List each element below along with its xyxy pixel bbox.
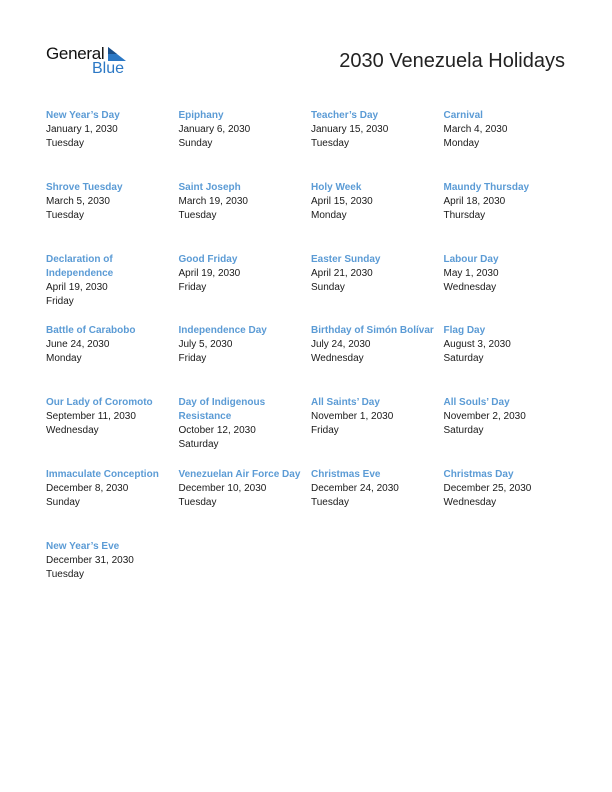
holiday-weekday: Wednesday (46, 425, 99, 437)
holiday-date: August 3, 2030 (443, 339, 511, 351)
holiday-name: All Saints’ Day (311, 397, 380, 409)
holiday-name: Good Friday (178, 253, 238, 265)
holiday-weekday: Sunday (311, 281, 345, 293)
holiday-name: Easter Sunday (311, 253, 381, 265)
holiday-name: Teacher’s Day (311, 110, 379, 121)
holiday-entry (311, 468, 444, 540)
holiday-date: January 15, 2030 (311, 124, 389, 135)
holiday-name: Christmas Eve (311, 468, 381, 480)
holiday-entry (46, 109, 179, 181)
holiday-weekday: Sunday (46, 496, 80, 508)
holiday-entry (444, 253, 577, 325)
holiday-weekday: Tuesday (311, 138, 349, 149)
holiday-weekday: Tuesday (178, 209, 217, 221)
holiday-entry (444, 181, 577, 253)
holiday-entry (311, 396, 444, 468)
holiday-weekday: Saturday (443, 353, 484, 365)
holiday-weekday: Thursday (443, 209, 486, 221)
holiday-date: April 15, 2030 (311, 195, 373, 207)
holiday-weekday: Tuesday (46, 138, 84, 149)
holiday-name: New Year’s Eve (46, 540, 120, 552)
holiday-entry (311, 324, 444, 396)
holiday-entry (46, 324, 179, 396)
holiday-entry (179, 109, 312, 181)
holiday-date: March 4, 2030 (443, 124, 508, 135)
holiday-date: September 11, 2030 (46, 411, 136, 423)
holiday-date: December 10, 2030 (178, 482, 267, 494)
holiday-entry (179, 181, 312, 253)
holiday-name: Labour Day (443, 253, 499, 265)
holiday-name: Holy Week (311, 181, 362, 193)
holiday-date: July 24, 2030 (311, 339, 371, 351)
holiday-name: Flag Day (443, 325, 486, 337)
holiday-date: January 1, 2030 (46, 124, 118, 135)
holiday-entry (46, 540, 179, 612)
holiday-weekday: Tuesday (311, 496, 349, 508)
holiday-name: Saint Joseph (178, 181, 241, 193)
holiday-name: Declaration of Independence (46, 253, 114, 279)
holiday-name: Maundy Thursday (443, 181, 530, 193)
holiday-date: November 2, 2030 (443, 411, 526, 423)
holiday-weekday: Wednesday (311, 353, 364, 365)
holiday-date: March 19, 2030 (178, 195, 248, 207)
holiday-weekday: Friday (46, 295, 74, 307)
holiday-date: May 1, 2030 (443, 267, 499, 279)
holiday-weekday: Monday (311, 209, 347, 221)
holiday-entry (444, 109, 577, 181)
holiday-entry (311, 253, 444, 325)
holiday-weekday: Sunday (178, 138, 213, 149)
holiday-name: Our Lady of Coromoto (46, 397, 153, 409)
holiday-date: December 31, 2030 (46, 554, 134, 566)
generalblue-logo (46, 44, 136, 80)
holiday-date: April 18, 2030 (443, 195, 506, 207)
holiday-date: December 24, 2030 (311, 482, 399, 494)
holiday-weekday: Wednesday (443, 496, 497, 508)
holiday-entry (46, 253, 179, 325)
holiday-entry (311, 181, 444, 253)
holiday-weekday: Friday (178, 281, 207, 293)
holiday-name: Birthday of Simón Bolívar (311, 325, 434, 337)
holiday-date: April 19, 2030 (46, 281, 108, 293)
holiday-grid (46, 109, 576, 612)
holiday-entry (444, 396, 577, 468)
holiday-weekday: Tuesday (46, 568, 84, 580)
holiday-entry (444, 324, 577, 396)
holiday-weekday: Friday (178, 353, 207, 365)
holiday-name: Independence Day (178, 325, 267, 337)
page-title: 2030 Venezuela Holidays (339, 50, 565, 72)
holiday-name: Carnival (443, 110, 483, 121)
logo-text-general: General (46, 44, 105, 63)
holiday-entry (311, 109, 444, 181)
holiday-name: Immaculate Conception (46, 468, 159, 480)
holiday-date: April 21, 2030 (311, 267, 373, 279)
holiday-date: December 25, 2030 (443, 482, 532, 494)
holiday-weekday: Monday (443, 138, 480, 149)
holiday-name: Day of Indigenous Resistance (178, 397, 266, 423)
holiday-entry (179, 253, 312, 325)
holiday-weekday: Wednesday (443, 281, 497, 293)
holiday-name: Shrove Tuesday (46, 181, 123, 193)
holiday-weekday: Saturday (178, 439, 219, 451)
holiday-date: November 1, 2030 (311, 411, 394, 423)
holiday-name: Battle of Carabobo (46, 325, 136, 337)
holiday-name: Venezuelan Air Force Day (178, 468, 301, 480)
logo-text-blue: Blue (92, 60, 125, 77)
holiday-entry (179, 324, 312, 396)
holiday-date: April 19, 2030 (178, 267, 241, 279)
holiday-date: December 8, 2030 (46, 482, 129, 494)
holiday-entry (46, 468, 179, 540)
holiday-name: New Year’s Day (46, 110, 120, 121)
holiday-weekday: Monday (46, 353, 82, 365)
holiday-entry (444, 468, 577, 540)
holiday-date: June 24, 2030 (46, 339, 110, 351)
logo-flag-icon (108, 47, 126, 61)
holiday-date: March 5, 2030 (46, 195, 110, 207)
holiday-date: January 6, 2030 (178, 124, 251, 135)
holiday-weekday: Friday (311, 425, 339, 437)
holiday-name: Christmas Day (443, 468, 514, 480)
holiday-entry (46, 396, 179, 468)
holiday-weekday: Saturday (443, 425, 484, 437)
holiday-entry (179, 468, 312, 540)
holiday-entry (46, 181, 179, 253)
holiday-date: July 5, 2030 (178, 339, 233, 351)
holiday-date: October 12, 2030 (178, 425, 256, 437)
holiday-weekday: Tuesday (46, 209, 84, 221)
holiday-entry (179, 396, 312, 468)
holiday-name: Epiphany (178, 110, 224, 121)
holiday-weekday: Tuesday (178, 496, 217, 508)
holiday-name: All Souls’ Day (443, 397, 510, 409)
